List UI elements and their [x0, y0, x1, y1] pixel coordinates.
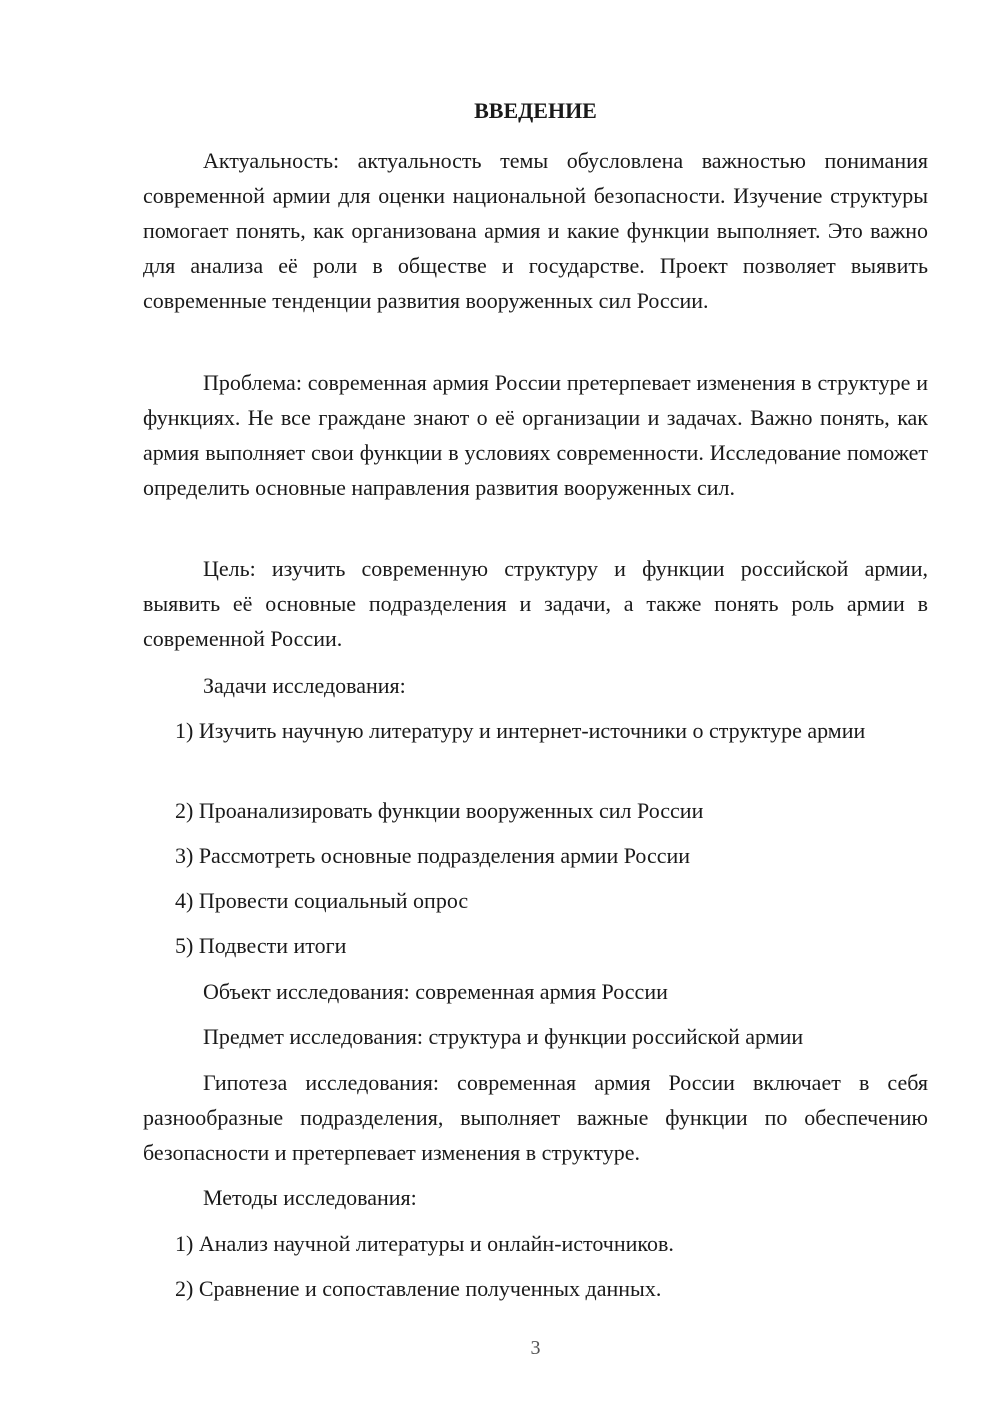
document-page — [143, 0, 928, 1414]
method-item: 2) Сравнение и сопоставление полученных данных. — [175, 1276, 662, 1301]
page-number: 3 — [530, 1337, 541, 1359]
task-item: 2) Проанализировать функции вооруженных сил России — [175, 798, 704, 823]
task-item: 3) Рассмотреть основные подразделения армии России — [175, 843, 691, 868]
tasks-heading: Задачи исследования: — [203, 673, 406, 698]
object-line: Объект исследования: современная армия России — [203, 979, 668, 1004]
task-item: 5) Подвести итоги — [175, 933, 347, 958]
hypothesis-paragraph: Гипотеза исследования: современная армия России включает в себя разнообразные подразделения, выполняет важные функции по обеспечению безопасности и претерпевает изменения в структуре. — [143, 1070, 928, 1165]
methods-heading: Методы исследования: — [203, 1185, 417, 1210]
task-item: 4) Провести социальный опрос — [175, 888, 469, 913]
subject-line: Предмет исследования: структура и функции российской армии — [203, 1024, 804, 1049]
goal-paragraph: Цель: изучить современную структуру и функции российской армии, выявить её основные подразделения и задачи, а также понять роль армии в современной России. — [143, 556, 928, 651]
method-item: 1) Анализ научной литературы и онлайн-источников. — [175, 1231, 674, 1256]
section-title: ВВЕДЕНИЕ — [474, 98, 597, 123]
relevance-paragraph: Актуальность: актуальность темы обусловлена важностью понимания современной армии для оценки национальной безопасности. Изучение структуры помогает понять, как организована армия и какие функции выполняет. Это важно для анализа её роли в обществе и государстве. Проект позволяет выявить современные тенденции развития вооруженных сил России. — [143, 148, 928, 313]
task-item: 1) Изучить научную литературу и интернет-источники о структуре армии — [175, 718, 866, 743]
problem-paragraph: Проблема: современная армия России претерпевает изменения в структуре и функциях. Не все граждане знают о её организации и задачах. Важно понять, как армия выполняет свои функции в условиях современности. Исследование поможет определить основные направления развития вооруженных сил. — [143, 370, 928, 500]
